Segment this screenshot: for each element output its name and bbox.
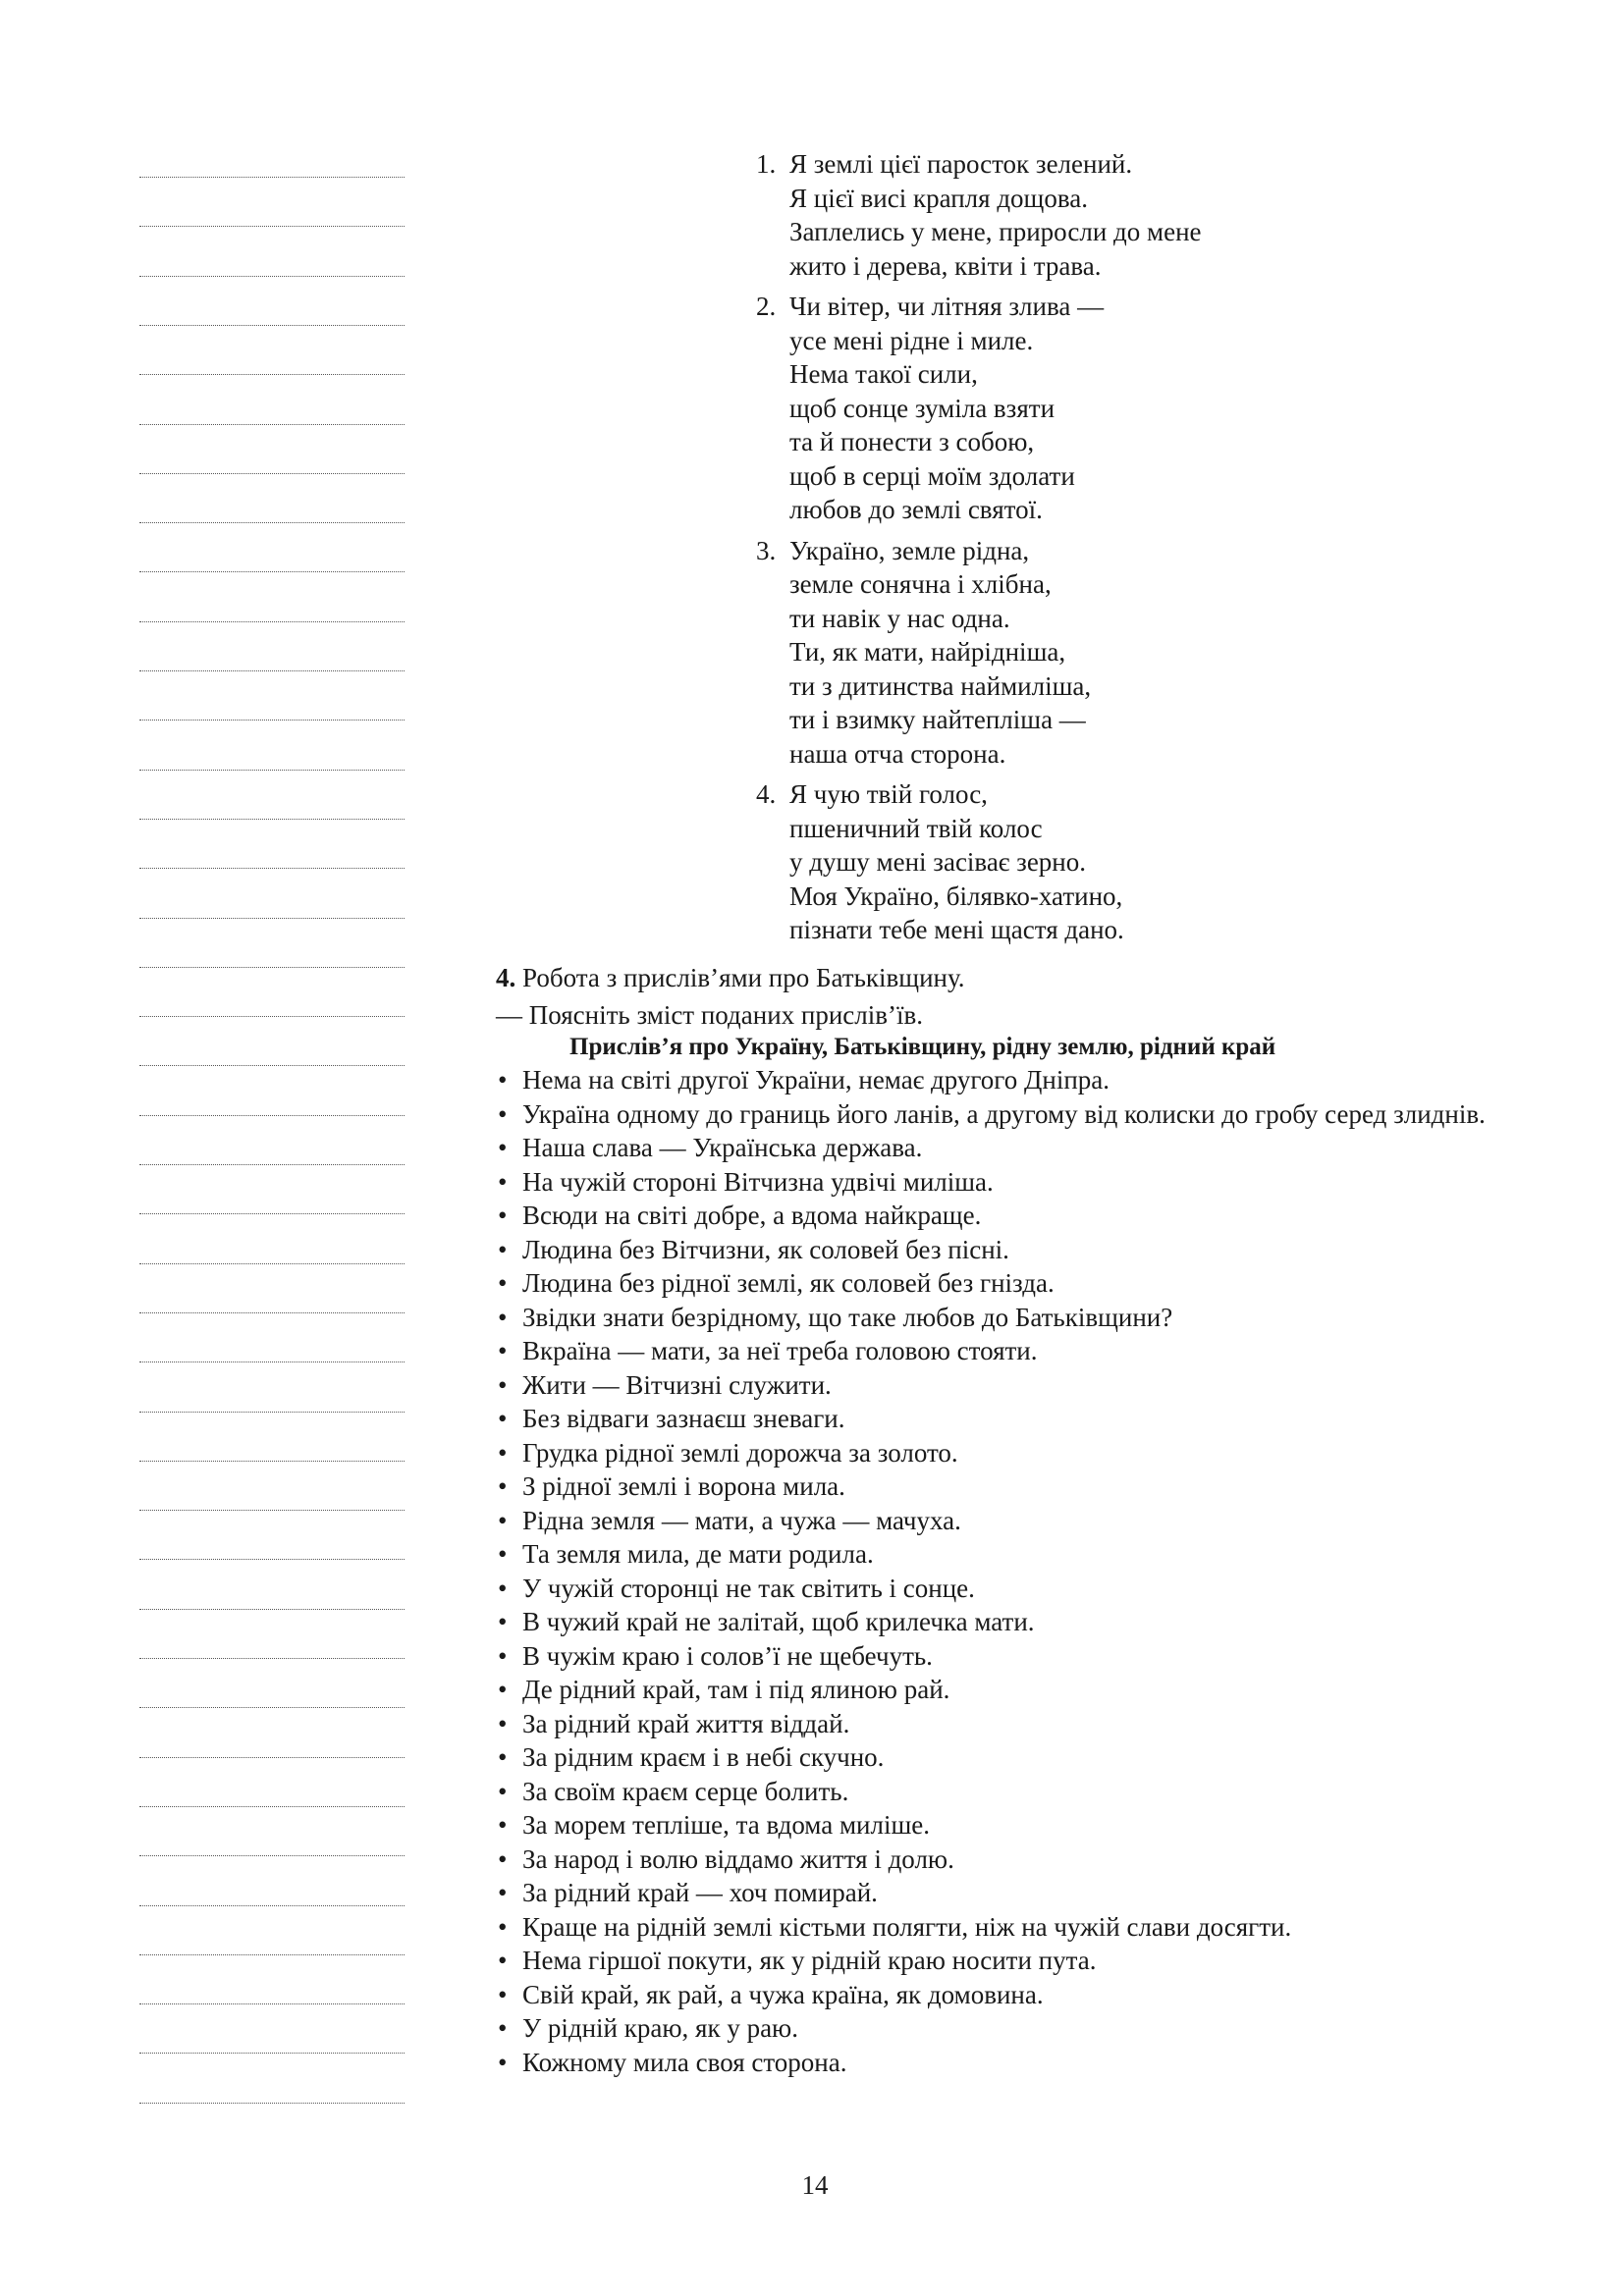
proverb-text: Грудка рідної землі дорожча за золото. <box>522 1437 958 1468</box>
task-heading <box>496 961 1527 995</box>
proverb-item <box>496 1639 1527 1674</box>
note-line <box>139 868 405 869</box>
note-line <box>139 1065 405 1066</box>
poem-body <box>789 290 1104 527</box>
proverb-item <box>496 1944 1527 1978</box>
note-line <box>139 2103 405 2104</box>
poem-number: 3. <box>756 535 777 565</box>
proverb-item <box>496 1775 1527 1809</box>
proverb-item <box>496 2046 1527 2080</box>
note-line <box>139 1164 405 1165</box>
proverb-text: Звідки знати безрідному, що таке любов до Батьківщини? <box>522 1302 1173 1332</box>
proverb-text: На чужій стороні Вітчизна удвічі миліша. <box>522 1166 994 1197</box>
note-line <box>139 276 405 277</box>
bullet-icon: • <box>498 1437 508 1468</box>
proverb-text: За народ і волю віддамо життя і долю. <box>522 1843 954 1874</box>
poem-line: Ти, як мати, найрідніша, <box>789 637 1066 667</box>
proverb-item <box>496 1199 1527 1233</box>
bullet-icon: • <box>498 1979 508 2009</box>
note-line <box>139 720 405 721</box>
page-number: 14 <box>801 2170 829 2200</box>
proverb-text: Нема гіршої покути, як у рідній краю носити пута. <box>522 1946 1097 1975</box>
proverbs-list <box>496 1063 1527 2079</box>
poem-line: пшеничний твій колос <box>789 813 1043 843</box>
proverb-text: У рідній краю, як у раю. <box>522 2013 798 2043</box>
proverb-text: Нема на світі другої України, немає другого Дніпра. <box>522 1065 1110 1095</box>
poem-line: щоб сонце зуміла взяти <box>789 393 1056 423</box>
bullet-icon: • <box>498 1268 508 1298</box>
poem-line: та й понести з собою, <box>789 427 1035 456</box>
bullet-icon: • <box>498 1843 508 1874</box>
poem-line: жито і дерева, квіти і трава. <box>789 250 1102 281</box>
bullet-icon: • <box>498 1369 508 1400</box>
note-line <box>139 1806 405 1807</box>
proverb-text: Жити — Вітчизні служити. <box>522 1369 832 1400</box>
poem-line: Моя Україно, білявко-хатино, <box>789 881 1123 911</box>
poem-line: щоб в серці моїм здолати <box>789 460 1075 491</box>
proverb-item <box>496 1469 1527 1504</box>
note-line <box>139 571 405 572</box>
note-line <box>139 226 405 227</box>
bullet-icon: • <box>498 1098 508 1129</box>
proverb-text: Кожному мила своя сторона. <box>522 2047 847 2077</box>
poem-line: земле сонячна і хлібна, <box>789 569 1052 599</box>
proverb-text: В чужий край не залітай, щоб крилечка мати. <box>522 1607 1035 1636</box>
task-section <box>496 961 1527 2079</box>
proverb-text: За рідний край життя віддай. <box>522 1708 850 1738</box>
poem-line: Україно, земле рідна, <box>789 535 1030 565</box>
poem-number: 1. <box>756 149 777 179</box>
bullet-icon: • <box>498 1133 508 1162</box>
bullet-icon: • <box>498 1302 508 1332</box>
poem <box>756 777 1502 947</box>
proverb-text: Де рідний край, там і під ялиною рай. <box>522 1675 950 1704</box>
poem <box>756 147 1502 283</box>
proverb-item <box>496 1876 1527 1910</box>
note-line <box>139 670 405 671</box>
proverb-item <box>496 1233 1527 1267</box>
note-line <box>139 1658 405 1659</box>
note-line <box>139 1263 405 1264</box>
bullet-icon: • <box>498 1505 508 1535</box>
note-line <box>139 1461 405 1462</box>
bullet-icon: • <box>498 1539 508 1569</box>
note-line <box>139 424 405 425</box>
note-line <box>139 325 405 326</box>
bullet-icon: • <box>498 1336 508 1365</box>
proverb-item <box>496 1572 1527 1606</box>
proverb-item <box>496 1368 1527 1403</box>
proverbs-title: Прислів’я про Україну, Батьківщину, рідну землю, рідний край <box>569 1034 1276 1060</box>
note-line <box>139 1855 405 1856</box>
poem-body <box>789 534 1091 772</box>
note-line <box>139 1609 405 1610</box>
bullet-icon: • <box>498 2047 508 2077</box>
poem-line: любов до землі святої. <box>789 495 1043 524</box>
bullet-icon: • <box>498 1911 508 1942</box>
note-line <box>139 918 405 919</box>
note-line <box>139 1510 405 1511</box>
poem-line: наша отча сторона. <box>789 738 1006 769</box>
poem-line: у душу мені засіває зерно. <box>789 847 1086 877</box>
proverb-item <box>496 1707 1527 1741</box>
bullet-icon: • <box>498 1607 508 1636</box>
proverb-text: Україна одному до границь його ланів, а другому від колиски до гробу серед злиднів. <box>522 1098 1486 1129</box>
task-text: Робота з прислів’ями про Батьківщину. <box>515 963 965 992</box>
note-line <box>139 1213 405 1214</box>
note-line <box>139 177 405 178</box>
proverb-text: Свій край, як рай, а чужа країна, як домовина. <box>522 1979 1044 2009</box>
note-line <box>139 522 405 523</box>
poem-line: Я чую твій голос, <box>789 779 988 809</box>
proverb-item <box>496 1537 1527 1572</box>
proverb-text: У чужій сторонці не так світить і сонце. <box>522 1573 975 1603</box>
bullet-icon: • <box>498 1810 508 1840</box>
poem-number: 4. <box>756 779 777 809</box>
poem-body <box>789 777 1124 947</box>
bullet-icon: • <box>498 1742 508 1772</box>
note-line <box>139 1412 405 1413</box>
proverb-item <box>496 1131 1527 1165</box>
proverb-text: Краще на рідній землі кістьми полягти, ніж на чужій слави досягти. <box>522 1911 1292 1942</box>
bullet-icon: • <box>498 1471 508 1501</box>
note-line <box>139 2003 405 2004</box>
poem-number: 2. <box>756 292 777 321</box>
task-number: 4. <box>496 963 516 992</box>
proverb-text: За своїм краєм серце болить. <box>522 1776 849 1806</box>
poem <box>756 534 1502 772</box>
bullet-icon: • <box>498 1878 508 1907</box>
task-instruction: — Поясніть зміст поданих прислів’їв. <box>496 999 923 1030</box>
poem-line: усе мені рідне і миле. <box>789 325 1034 355</box>
proverb-item <box>496 1063 1527 1097</box>
proverb-text: Вкраїна — мати, за неї треба головою стояти. <box>522 1336 1038 1365</box>
proverb-text: Рідна земля — мати, а чужа — мачуха. <box>522 1505 961 1535</box>
proverb-text: Та земля мила, де мати родила. <box>522 1539 874 1569</box>
note-line <box>139 621 405 622</box>
proverb-item <box>496 1097 1527 1132</box>
poem-line: ти з дитинства наймиліша, <box>789 670 1092 701</box>
note-line <box>139 1905 405 1906</box>
proverb-item <box>496 1605 1527 1639</box>
poem-line: Нема такої сили, <box>789 359 978 389</box>
bullet-icon: • <box>498 2013 508 2043</box>
note-line <box>139 967 405 968</box>
proverb-item <box>496 1504 1527 1538</box>
proverb-text: Наша слава — Українська держава. <box>522 1133 923 1162</box>
poems-section <box>756 147 1502 954</box>
bullet-icon: • <box>498 1675 508 1704</box>
note-line <box>139 473 405 474</box>
bullet-icon: • <box>498 1946 508 1975</box>
proverb-item <box>496 1266 1527 1301</box>
bullet-icon: • <box>498 1573 508 1603</box>
proverb-item <box>496 2011 1527 2046</box>
proverb-text: За морем тепліше, та вдома миліше. <box>522 1810 930 1840</box>
bullet-icon: • <box>498 1776 508 1806</box>
poem-line: Я землі цієї паросток зелений. <box>789 149 1133 179</box>
proverb-text: Людина без рідної землі, як соловей без гнізда. <box>522 1268 1055 1298</box>
bullet-icon: • <box>498 1065 508 1095</box>
proverb-text: Людина без Вітчизни, як соловей без пісні. <box>522 1234 1009 1264</box>
proverb-item <box>496 1808 1527 1842</box>
bullet-icon: • <box>498 1201 508 1230</box>
proverb-item <box>496 1740 1527 1775</box>
poem-line: ти і взимку найтепліша — <box>789 705 1086 734</box>
note-line <box>139 1559 405 1560</box>
poem-line: ти навік у нас одна. <box>789 603 1010 633</box>
proverb-item <box>496 1978 1527 2012</box>
note-line <box>139 374 405 375</box>
poem-line: Чи вітер, чи літняя злива — <box>789 292 1105 321</box>
note-line <box>139 1954 405 1955</box>
proverb-item <box>496 1910 1527 1945</box>
poem-line: Заплелись у мене, приросли до мене <box>789 217 1202 246</box>
poem-line: Я цієї висі крапля дощова. <box>789 183 1088 213</box>
note-line <box>139 2053 405 2054</box>
note-line <box>139 1115 405 1116</box>
poem-line: пізнати тебе мені щастя дано. <box>789 915 1124 944</box>
poem <box>756 290 1502 527</box>
bullet-icon: • <box>498 1234 508 1264</box>
note-line <box>139 1757 405 1758</box>
proverb-item <box>496 1436 1527 1470</box>
note-line <box>139 1707 405 1708</box>
proverb-text: За рідним краєм і в небі скучно. <box>522 1742 885 1772</box>
notes-margin <box>139 177 405 2120</box>
note-line <box>139 770 405 771</box>
bullet-icon: • <box>498 1708 508 1738</box>
proverb-text: З рідної землі і ворона мила. <box>522 1471 845 1501</box>
proverb-item <box>496 1301 1527 1335</box>
proverb-text: За рідний край — хоч помирай. <box>522 1878 878 1907</box>
proverb-text: В чужім краю і солов’ї не щебечуть. <box>522 1640 933 1671</box>
bullet-icon: • <box>498 1166 508 1197</box>
poem-body <box>789 147 1202 283</box>
proverb-item <box>496 1165 1527 1200</box>
note-line <box>139 819 405 820</box>
bullet-icon: • <box>498 1404 508 1433</box>
proverb-item <box>496 1842 1527 1877</box>
proverb-item <box>496 1402 1527 1436</box>
note-line <box>139 1312 405 1313</box>
bullet-icon: • <box>498 1640 508 1671</box>
proverb-text: Всюди на світі добре, а вдома найкраще. <box>522 1201 982 1230</box>
note-line <box>139 1016 405 1017</box>
proverb-text: Без відваги зазнаєш зневаги. <box>522 1404 845 1433</box>
proverb-item <box>496 1673 1527 1707</box>
proverb-item <box>496 1334 1527 1368</box>
